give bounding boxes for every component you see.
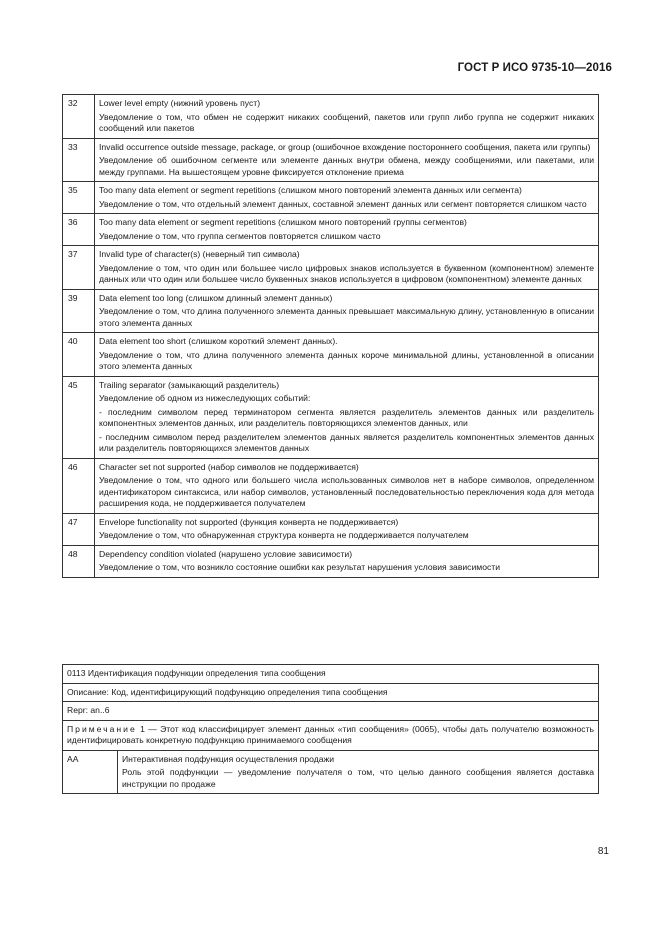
code-description: Уведомление о том, что длина полученного элемента данных превышает максимальную длину, установленную в описании этого элемента данных — [99, 306, 594, 328]
code-title: Invalid occurrence outside message, package, or group (ошибочное вхождение постороннего сообщения, пакета или группы) — [99, 141, 591, 152]
code-description-cell — [95, 182, 599, 214]
code-description: - последним символом перед разделителем элементов данных является разделитель компонентных элементов данных или разделитель повторяющихся элементов данных — [99, 431, 594, 453]
code-description-cell — [95, 513, 599, 545]
table-row — [63, 333, 599, 377]
page-number: 81 — [597, 846, 609, 857]
code-title: Trailing separator (замыкающий разделитель) — [99, 379, 280, 390]
table-row — [63, 376, 599, 458]
code-description: Уведомление о том, что один или большее число цифровых знаков используется в буквенном (компонентном) элементе данных или что один или большее число буквенных знаков используется в цифровом (компонентном) элементе данных — [99, 262, 594, 284]
table-row — [63, 214, 599, 246]
code-description: Уведомление об ошибочном сегменте или элементе данных внутри обмена, между сообщениями, или пакетами, или между группами. На вышестоящем уровне фиксируется отклонение приема — [99, 155, 594, 177]
code-description-cell — [95, 458, 599, 513]
code-description: - последним символом перед терминатором сегмента является разделитель элементов данных или разделитель компонентных элементов данных, или разделитель повторяющихся элементов данных, или — [99, 406, 594, 428]
code-description-cell — [95, 545, 599, 577]
code-title: Too many data element or segment repetitions (слишком много повторений группы сегментов) — [99, 217, 467, 227]
code-value-title: Интерактивная подфункция осуществления продажи — [122, 753, 335, 764]
error-codes-body — [63, 95, 599, 578]
table-row — [63, 545, 599, 577]
code-description: Уведомление о том, что возникло состояние ошибки как результат нарушения условия зависимости — [99, 562, 501, 572]
table-row — [63, 95, 599, 139]
table-row — [63, 182, 599, 214]
table-row — [63, 246, 599, 290]
code-number: 48 — [63, 545, 95, 577]
code-description: Уведомление о том, что длина полученного элемента данных короче минимальной длины, установленной в описании этого элемента данных — [99, 349, 594, 371]
code-value-code: AA — [63, 750, 118, 794]
table-row — [63, 138, 599, 182]
code-value-cell — [118, 750, 599, 794]
table-row — [63, 458, 599, 513]
code-title: Dependency condition violated (нарушено условие зависимости) — [99, 548, 353, 559]
code-description: Уведомление о том, что группа сегментов повторяется слишком часто — [99, 230, 381, 241]
code-description-cell — [95, 376, 599, 458]
code-title: Data element too long (слишком длинный элемент данных) — [99, 292, 333, 303]
code-description-cell — [95, 289, 599, 333]
table-row — [63, 289, 599, 333]
code-description-cell — [95, 138, 599, 182]
code-title: Lower level empty (нижний уровень пуст) — [99, 98, 261, 108]
code-number: 33 — [63, 138, 95, 182]
code-number: 40 — [63, 333, 95, 377]
code-number: 35 — [63, 182, 95, 214]
code-description: Уведомление о том, что обмен не содержит никаких сообщений, пакетов или групп либо группа не содержит никаких сообщений или пакетов — [99, 111, 594, 133]
code-number: 32 — [63, 95, 95, 139]
code-description: Уведомление об одном из нижеследующих событий: — [99, 393, 311, 403]
code-title: Invalid type of character(s) (неверный тип символа) — [99, 249, 300, 259]
subfunction-description: Описание: Код, идентифицирующий подфункцию определения типа сообщения — [62, 683, 599, 703]
code-number: 47 — [63, 513, 95, 545]
code-number: 39 — [63, 289, 95, 333]
code-title: Data element too short (слишком короткий элемент данных). — [99, 336, 338, 346]
subfunction-note — [62, 720, 599, 751]
code-value-text: Роль этой подфункции — уведомление получателя о том, что целью данного сообщения является доставка инструкции по продаже — [122, 767, 594, 789]
code-title: Envelope functionality not supported (функция конверта не поддерживается) — [99, 516, 399, 527]
note-text: 1 — Этот код классифицирует элемент данных «тип сообщения» (0065), чтобы дать получателю возможность идентифицировать конкретную подфункцию принимаемого сообщения — [67, 723, 594, 745]
code-value-row — [63, 750, 599, 794]
code-description-cell — [95, 333, 599, 377]
code-number: 46 — [63, 458, 95, 513]
code-description-cell — [95, 214, 599, 246]
code-description-cell — [95, 95, 599, 139]
code-title: Too many data element or segment repetitions (слишком много повторений элемента данных или сегмента) — [99, 185, 522, 195]
standard-header: ГОСТ Р ИСО 9735-10—2016 — [457, 62, 612, 74]
subfunction-repr: Repr: an..6 — [62, 701, 599, 721]
code-description: Уведомление о том, что обнаруженная структура конверта не поддерживается получателем — [99, 530, 469, 540]
code-number: 45 — [63, 376, 95, 458]
note-label: Примечание — [67, 723, 137, 734]
error-codes-table — [62, 94, 599, 578]
code-description-cell — [95, 246, 599, 290]
code-number: 36 — [63, 214, 95, 246]
code-number: 37 — [63, 246, 95, 290]
subfunction-block — [62, 664, 599, 794]
code-description: Уведомление о том, что одного или большего числа использованных символов нет в наборе символов, определенном идентификатором синтаксиса, или набор символов, установленный последовательностью переключения кода для метода расширения кода, не поддерживается получателем — [99, 475, 594, 508]
code-description: Уведомление о том, что отдельный элемент данных, составной элемент данных или сегмент повторяется слишком часто — [99, 198, 587, 209]
code-value-table — [62, 750, 599, 795]
code-title: Character set not supported (набор символов не поддерживается) — [99, 461, 359, 472]
table-row — [63, 513, 599, 545]
subfunction-heading: 0113 Идентификация подфункции определения типа сообщения — [62, 664, 599, 684]
